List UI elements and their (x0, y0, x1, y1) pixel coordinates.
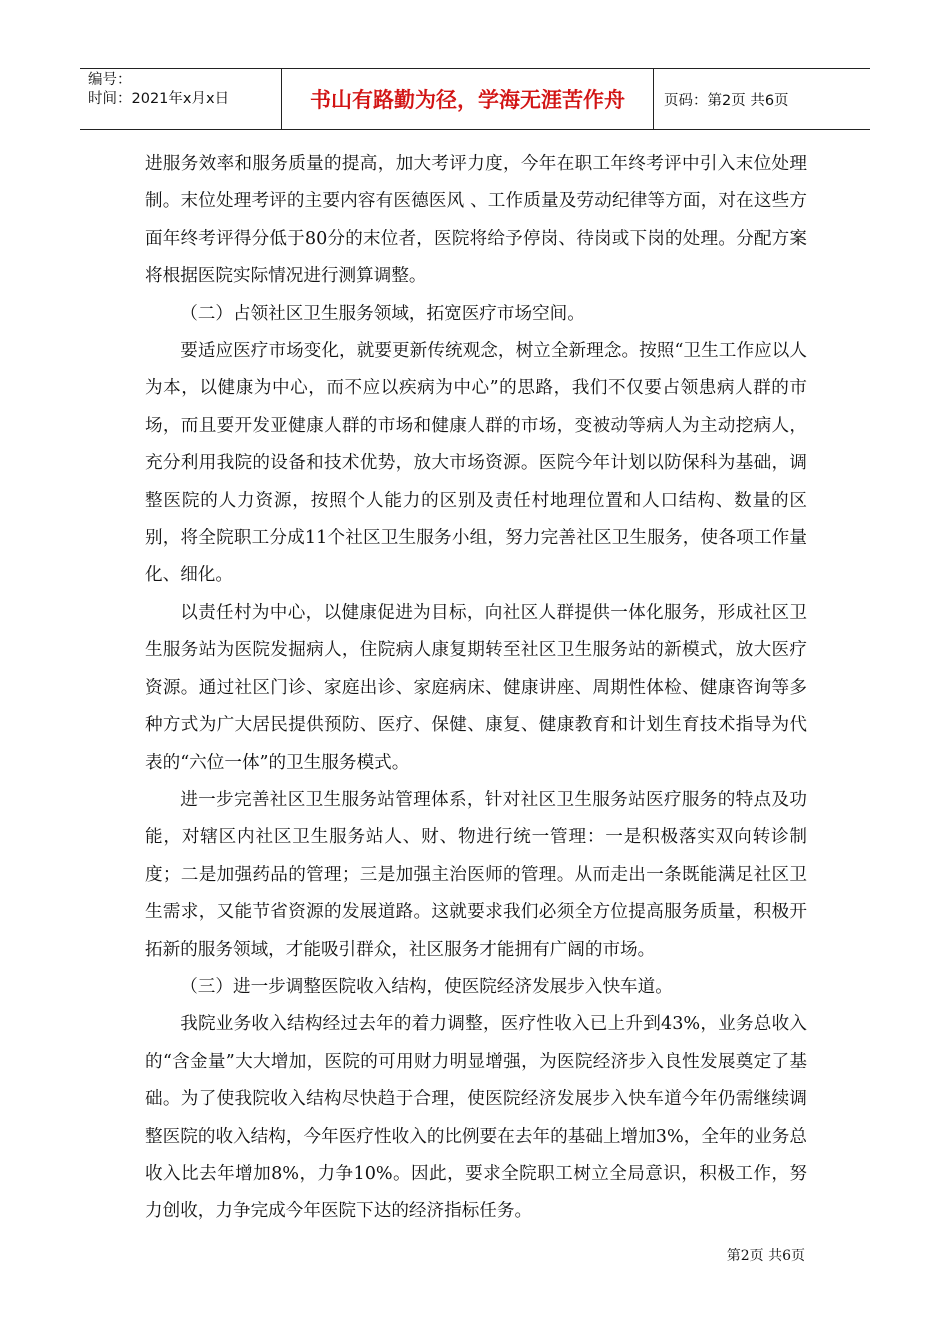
paragraph: 进一步完善社区卫生服务站管理体系，针对社区卫生服务站医疗服务的特点及功能，对辖区内社区卫生服务站人、财、物进行统一管理：一是积极落实双向转诊制度；二是加强药品的管理；三是加强主治医师的管理。从而走出一条既能满足社区卫生需求，又能节省资源的发展道路。这就要求我们必须全方位提高服务质量，积极开拓新的服务领域，才能吸引群众，社区服务才能拥有广阔的市场。 (145, 789, 807, 960)
paragraph: 我院业务收入结构经过去年的着力调整，医疗性收入已上升到43%，业务总收入的“含金量”大大增加，医院的可用财力明显增强，为医院经济步入良性发展奠定了基础。为了使我院收入结构尽快趋于合理，使医院经济发展步入快车道今年仍需继续调整医院的收入结构，今年医疗性收入的比例要在去年的基础上增加3%，全年的业务总收入比去年增加8%，力争10%。因此，要求全院职工树立全局意识，积极工作，努力创收，力争完成今年医院下达的经济指标任务。 (145, 1014, 807, 1222)
document-body (145, 146, 807, 1231)
page-footer-number: 第2页 共6页 (726, 1248, 805, 1264)
document-time: 时间：2021年x月x日 (88, 91, 230, 107)
paragraph: 以责任村为中心，以健康促进为目标，向社区人群提供一体化服务，形成社区卫生服务站为医院发掘病人，住院病人康复期转至社区卫生服务站的新模式，放大医疗资源。通过社区门诊、家庭出诊、家庭病床、健康讲座、周期性体检、健康咨询等多种方式为广大居民提供预防、医疗、保健、康复、健康教育和计划生育技术指导为代表的“六位一体”的卫生服务模式。 (145, 602, 807, 773)
section-heading-2: （二）占领社区卫生服务领域，拓宽医疗市场空间。 (180, 303, 585, 324)
header-meta (80, 69, 282, 129)
header-motto: 书山有路勤为径，学海无涯苦作舟 (282, 69, 654, 129)
section-heading-3: （三）进一步调整医院收入结构，使医院经济发展步入快车道。 (180, 976, 673, 997)
page-header (80, 68, 870, 130)
paragraph: 要适应医疗市场变化，就要更新传统观念，树立全新理念。按照“卫生工作应以人为本，以健康为中心，而不应以疾病为中心”的思路，我们不仅要占领患病人群的市场，而且要开发亚健康人群的市场和健康人群的市场，变被动等病人为主动挖病人，充分利用我院的设备和技术优势，放大市场资源。医院今年计划以防保科为基础，调整医院的人力资源，按照个人能力的区别及责任村地理位置和人口结构、数量的区别，将全院职工分成11个社区卫生服务小组，努力完善社区卫生服务，使各项工作量化、细化。 (145, 341, 807, 586)
header-page-number: 页码：第2页 共6页 (664, 92, 789, 109)
document-number-label: 编号： (88, 72, 132, 88)
paragraph-continuation: 进服务效率和服务质量的提高，加大考评力度，今年在职工年终考评中引入末位处理制。末位处理考评的主要内容有医德医风 、工作质量及劳动纪律等方面，对在这些方面年终考评得分低于80分的末位者，医院将给予停岗、待岗或下岗的处理。分配方案将根据医院实际情况进行测算调整。 (145, 154, 807, 287)
